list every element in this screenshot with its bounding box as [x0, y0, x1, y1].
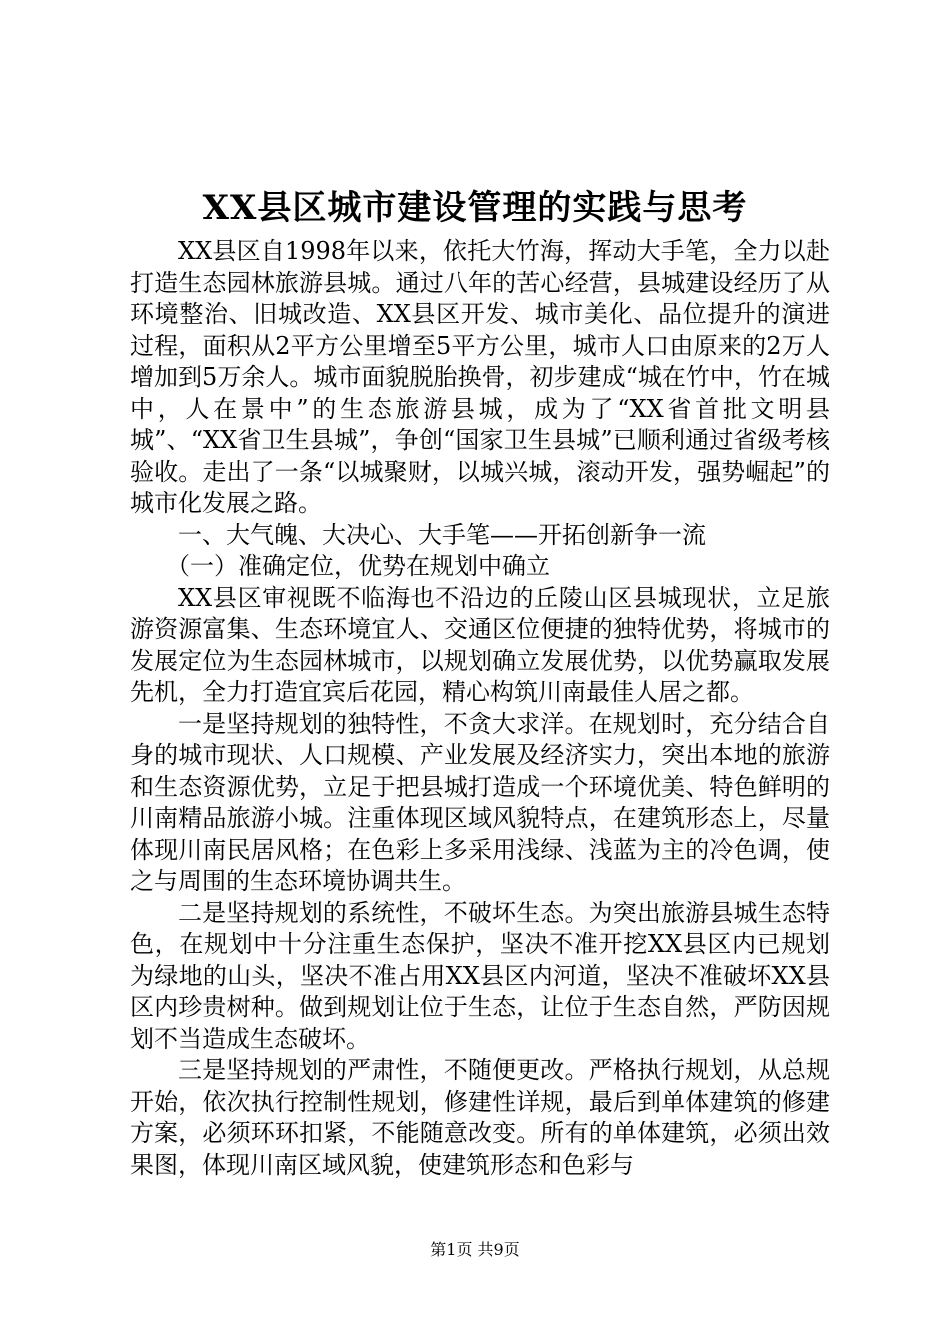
body-paragraph-4: 三是坚持规划的严肃性，不随便更改。严格执行规划，从总规开始，依次执行控制性规划，修建性详规，最后到单体建筑的修建方案，必须环环扣紧，不能随意改变。所有的单体建筑，必须出效果图，体现川南区域风貌，使建筑形态和色彩与 [130, 1056, 830, 1179]
document-body [130, 236, 830, 1181]
body-paragraph-1: XX县区审视既不临海也不沿边的丘陵山区县城现状，立足旅游资源富集、生态环境宜人、交通区位便捷的独特优势，将城市的发展定位为生态园林城市，以规划确立发展优势，以优势赢取发展先机，全力打造宜宾后花园，精心构筑川南最佳人居之都。 [130, 583, 830, 706]
body-paragraph-2: 一是坚持规划的独特性，不贪大求洋。在规划时，充分结合自身的城市现状、人口规模、产业发展及经济实力，突出本地的旅游和生态资源优势，立足于把县城打造成一个环境优美、特色鲜明的川南精品旅游小城。注重体现区域风貌特点，在建筑形态上，尽量体现川南民居风格；在色彩上多采用浅绿、浅蓝为主的冷色调，使之与周围的生态环境协调共生。 [130, 709, 830, 895]
intro-paragraph: XX县区自1998年以来，依托大竹海，挥动大手笔，全力以赴打造生态园林旅游县城。通过八年的苦心经营，县城建设经历了从环境整治、旧城改造、XX县区开发、城市美化、品位提升的演进过程，面积从2平方公里增至5平方公里，城市人口由原来的2万人增加到5万余人。城市面貌脱胎换骨，初步建成“城在竹中，竹在城中，人在景中”的生态旅游县城，成为了“XX省首批文明县城”、“XX省卫生县城”，争创“国家卫生县城”已顺利通过省级考核验收。走出了一条“以城聚财，以城兴城，滚动开发，强势崛起”的城市化发展之路。 [130, 237, 830, 517]
body-paragraph-3: 二是坚持规划的系统性，不破坏生态。为突出旅游县城生态特色，在规划中十分注重生态保护，坚决不准开挖XX县区内已规划为绿地的山头，坚决不准占用XX县区内河道，坚决不准破坏XX县区内珍贵树种。做到规划让位于生态，让位于生态自然，严防因规划不当造成生态破坏。 [130, 898, 830, 1053]
page-footer: 第1页 共9页 [430, 1240, 520, 1259]
subsection-heading: （一）准确定位，优势在规划中确立 [166, 552, 550, 580]
document-title: XX县区城市建设管理的实践与思考 [202, 188, 748, 228]
section-heading: 一、大气魄、大决心、大手笔——开拓创新争一流 [178, 520, 706, 549]
